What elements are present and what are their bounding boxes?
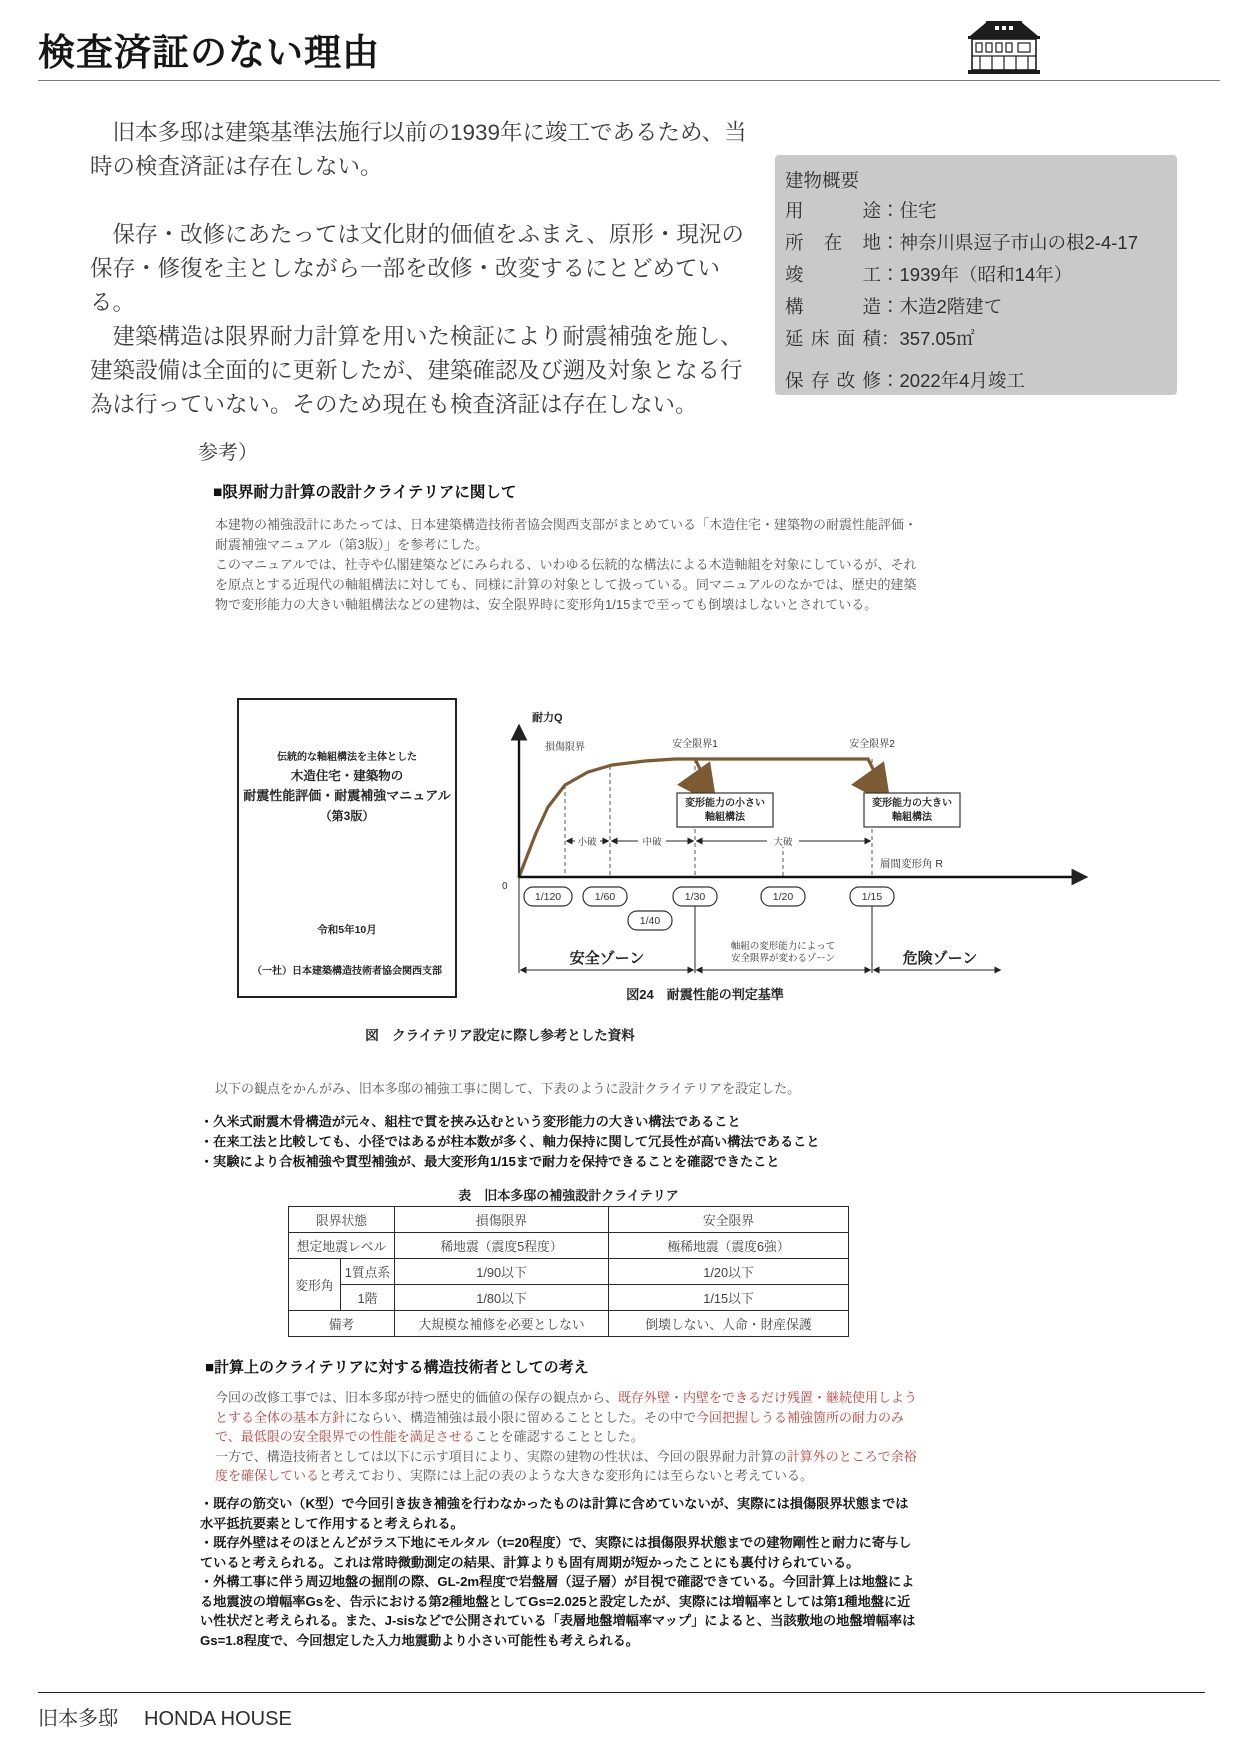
minor-damage-label: 小破 <box>577 837 597 848</box>
overview-label: 延床面積 <box>785 328 881 349</box>
overview-value: ：木造2階建て <box>881 296 1003 317</box>
house-icon <box>962 18 1046 76</box>
tick-1-120: 1/120 <box>534 891 562 903</box>
table-row <box>289 1233 849 1259</box>
cell-note-label: 備考 <box>289 1311 395 1337</box>
cell-1-80: 1/80以下 <box>395 1285 609 1311</box>
book-publisher: （一社）日本建築構造技術者協会関西支部 <box>252 966 442 977</box>
overview-label: 構造 <box>785 296 881 317</box>
note-3: ・外構工事に伴う周辺地盤の掘削の際、GL-2m程度で岩盤層（逗子層）が目視で確認できている。今回計算上は地盤による地震波の増幅率Gsを、告示における第2種地盤としてGs=2.025と設定したが、実際には増幅率としては第1種地盤に近い性状だと考えられる。また、J-sisなどで公開されている「表層地盤増幅率マップ」によると、当該敷地の地盤増幅率はGs=1.8程度で、今回想定した入力地震動より小さい可能性も考えられる。 <box>200 1574 916 1648</box>
section2-paragraph-1 <box>215 1388 927 1447</box>
cell-1-20: 1/20以下 <box>609 1259 849 1285</box>
section2-notes <box>200 1494 918 1650</box>
header-damage-limit: 損傷限界 <box>395 1207 609 1233</box>
tick-1-60: 1/60 <box>594 891 616 903</box>
page-title: 検査済証のない理由 <box>38 32 380 73</box>
seismic-criteria-chart <box>440 635 1110 980</box>
tick-1-30: 1/30 <box>684 891 706 903</box>
damage-limit-label: 損傷限界 <box>545 742 585 753</box>
moderate-damage-label: 中破 <box>642 837 662 848</box>
y-axis-label: 耐力Q <box>532 712 563 724</box>
criteria-lead-text: 以下の観点をかんがみ、旧本多邸の補強工事に関して、下表のように設計クライテリアを設定した。 <box>215 1081 801 1096</box>
book-title-2: 耐震性能評価・耐震補強マニュアル <box>243 788 451 803</box>
highlight-red-segment: 計算外のところで余裕度を確保している <box>215 1448 917 1483</box>
table-header-row <box>289 1207 849 1233</box>
book-subtitle: 伝統的な軸組構法を主体とした <box>277 752 417 763</box>
footer-title-en: HONDA HOUSE <box>144 1708 292 1730</box>
footer-title-ja: 旧本多邸 <box>38 1708 118 1730</box>
intro-paragraph-2: 保存・改修にあたっては文化財的価値をふまえ、原形・現況の保存・修復を主としながら一部を改修・改変するにとどめている。 <box>90 222 744 315</box>
reference-label: 参考） <box>198 442 258 464</box>
criteria-point-2: ・在来工法と比較しても、小径ではあるが柱本数が多く、軸力保持に関して冗長性が高い構法であること <box>200 1134 820 1149</box>
cell-deform-angle: 変形角 <box>289 1259 341 1311</box>
danger-zone-label: 危険ゾーン <box>902 950 978 967</box>
text-segment: 今回の改修工事では、旧本多邸が持つ歴史的価値の保存の観点から、 <box>215 1390 619 1405</box>
text-segment: にならい、構造補強は最小限に留めることとした。その中で <box>345 1409 697 1425</box>
overview-value: ：1939年（昭和14年） <box>881 264 1073 285</box>
variable-zone-line1: 軸組の変形能力によって <box>730 941 836 952</box>
capacity-curve-spur-1 <box>695 759 704 777</box>
origin-label: 0 <box>502 881 508 892</box>
highlight-red-segment: 今回把握しうる補強箇所の耐力のみで、最低限の安全限界での性能を満足させる <box>215 1409 905 1444</box>
overview-value: ：住宅 <box>881 200 937 221</box>
section2-heading: ■計算上のクライテリアに対する構造技術者としての考え <box>205 1359 589 1376</box>
safety-limit2-label: 安全限界2 <box>849 739 895 750</box>
safety-limit1-label: 安全限界1 <box>672 739 718 750</box>
section2-body <box>215 1388 927 1486</box>
figure-caption: 図 クライテリア設定に際し参考とした資料 <box>365 1028 635 1043</box>
section1-paragraph-2: このマニュアルでは、社寺や仏閣建築などにみられる、いわゆる伝統的な構法による木造軸組を対象にしているが、それを原点とする近現代の軸組構法に対しても、同様に計算の対象として扱っている。同マニュアルのなかでは、歴史的建築物で変形能力の大きい軸組構法などの建物は、安全限界時に変形角1/15まで至っても倒壊はしないとされている。 <box>215 557 917 612</box>
x-axis-label: 層間変形角 R <box>880 858 943 870</box>
footer-divider <box>38 1692 1205 1693</box>
variable-zone-line2: 安全限界が変わるゾーン <box>730 953 836 964</box>
criteria-points <box>200 1112 920 1172</box>
text-segment: ことを確認することとした。 <box>474 1429 644 1444</box>
intro-paragraph-3: 建築構造は限界耐力計算を用いた検証により耐震補強を施し、建築設備は全面的に更新したが、建築確認及び遡及対象となる行為は行っていない。そのため現在も検査済証は存在しない。 <box>90 324 743 417</box>
tick-1-15: 1/15 <box>861 891 883 903</box>
chart-caption: 図24 耐震性能の判定基準 <box>626 987 784 1002</box>
overview-label: 竣工 <box>785 264 881 285</box>
criteria-point-3: ・実験により合板補強や貫型補強が、最大変形角1/15まで耐力を保持できることを確認できたこと <box>200 1154 780 1169</box>
tick-1-40: 1/40 <box>639 915 661 927</box>
note-2: ・既存外壁はそのほとんどがラス下地にモルタル（t=20程度）で、実際には損傷限界状態までの建物剛性と耐力に寄与していると考えられる。これは常時微動測定の結果、計算よりも固有周期が短かったことにも裏付けられている。 <box>200 1535 912 1570</box>
overview-label: 用途 <box>785 200 881 221</box>
section1-heading: ■限界耐力計算の設計クライテリアに関して <box>213 484 517 501</box>
overview-value: ：357.05㎡ <box>881 328 975 349</box>
overview-row <box>785 365 1177 397</box>
header-safety-limit: 安全限界 <box>609 1207 849 1233</box>
section1-body <box>215 515 920 615</box>
section2-paragraph-2 <box>215 1447 927 1486</box>
cell-seismic-level: 想定地震レベル <box>289 1233 395 1259</box>
table-row <box>289 1285 849 1311</box>
book-date: 令和5年10月 <box>317 924 377 936</box>
safe-zone-label: 安全ゾーン <box>569 950 645 967</box>
manual-book-cover <box>237 698 457 998</box>
overview-label: 所在地 <box>785 232 881 253</box>
table-row <box>289 1311 849 1337</box>
intro-text <box>90 116 748 422</box>
overview-row <box>785 323 1177 355</box>
overview-title: 建物概要 <box>785 170 860 191</box>
cell-note-damage: 大規模な補修を必要としない <box>395 1311 609 1337</box>
large-capacity-line2: 軸組構法 <box>892 812 932 823</box>
overview-label: 保存改修 <box>785 370 881 391</box>
header-divider <box>38 80 1220 81</box>
table-row <box>289 1259 849 1285</box>
major-damage-label: 大破 <box>773 837 793 848</box>
cell-extreme-quake: 極稀地震（震度6強） <box>609 1233 849 1259</box>
section1-paragraph-1: 本建物の補強設計にあたっては、日本建築構造技術者協会関西支部がまとめている「木造住宅・建築物の耐震性能評価・耐震補強マニュアル（第3版）」を参考にした。 <box>215 517 918 552</box>
text-segment: と考えており、実際には上記の表のような大きな変形角には至らないと考えている。 <box>319 1468 814 1483</box>
overview-row <box>785 195 1177 227</box>
page-footer <box>38 1702 292 1731</box>
building-overview-panel <box>775 155 1177 395</box>
book-edition: （第3版） <box>319 809 375 823</box>
highlight-red-segment: 既存外壁・内壁をできるだけ残置・継続使用しようとする全体の基本方針 <box>215 1390 918 1425</box>
note-1: ・既存の筋交い（K型）で今回引き抜き補強を行わなかったものは計算に含めていないが、実際には損傷限界状態までは水平抵抗要素として作用すると考えられる。 <box>200 1496 909 1531</box>
text-segment: 一方で、構造技術者としては以下に示す項目により、実際の建物の性状は、今回の限界耐力計算の <box>215 1448 787 1464</box>
small-capacity-line2: 軸組構法 <box>705 812 745 823</box>
intro-paragraph-1: 旧本多邸は建築基準法施行以前の1939年に竣工であるため、当時の検査済証は存在しない。 <box>90 120 747 179</box>
cell-1-15: 1/15以下 <box>609 1285 849 1311</box>
table-caption: 表 旧本多邸の補強設計クライテリア <box>458 1188 679 1203</box>
cell-sub-floor: 1階 <box>341 1285 395 1311</box>
criteria-point-1: ・久米式耐震木骨構造が元々、組柱で貫を挟み込むという変形能力の大きい構法であること <box>200 1114 741 1129</box>
book-title-1: 木造住宅・建築物の <box>290 769 404 783</box>
header-limit-state: 限界状態 <box>289 1207 395 1233</box>
large-capacity-line1: 変形能力の大きい <box>872 798 952 809</box>
criteria-table <box>288 1206 849 1337</box>
cell-1-90: 1/90以下 <box>395 1259 609 1285</box>
overview-value: ：2022年4月竣工 <box>881 370 1025 391</box>
overview-value: ：神奈川県逗子市山の根2-4-17 <box>881 232 1138 253</box>
tick-1-20: 1/20 <box>772 891 794 903</box>
cell-note-safety: 倒壊しない、人命・財産保護 <box>609 1311 849 1337</box>
small-capacity-line1: 変形能力の小さい <box>685 798 765 809</box>
cell-rare-quake: 稀地震（震度5程度） <box>395 1233 609 1259</box>
overview-row <box>785 291 1177 323</box>
cell-sub-mass: 1質点系 <box>341 1259 395 1285</box>
overview-row <box>785 227 1177 259</box>
overview-row <box>785 259 1177 291</box>
